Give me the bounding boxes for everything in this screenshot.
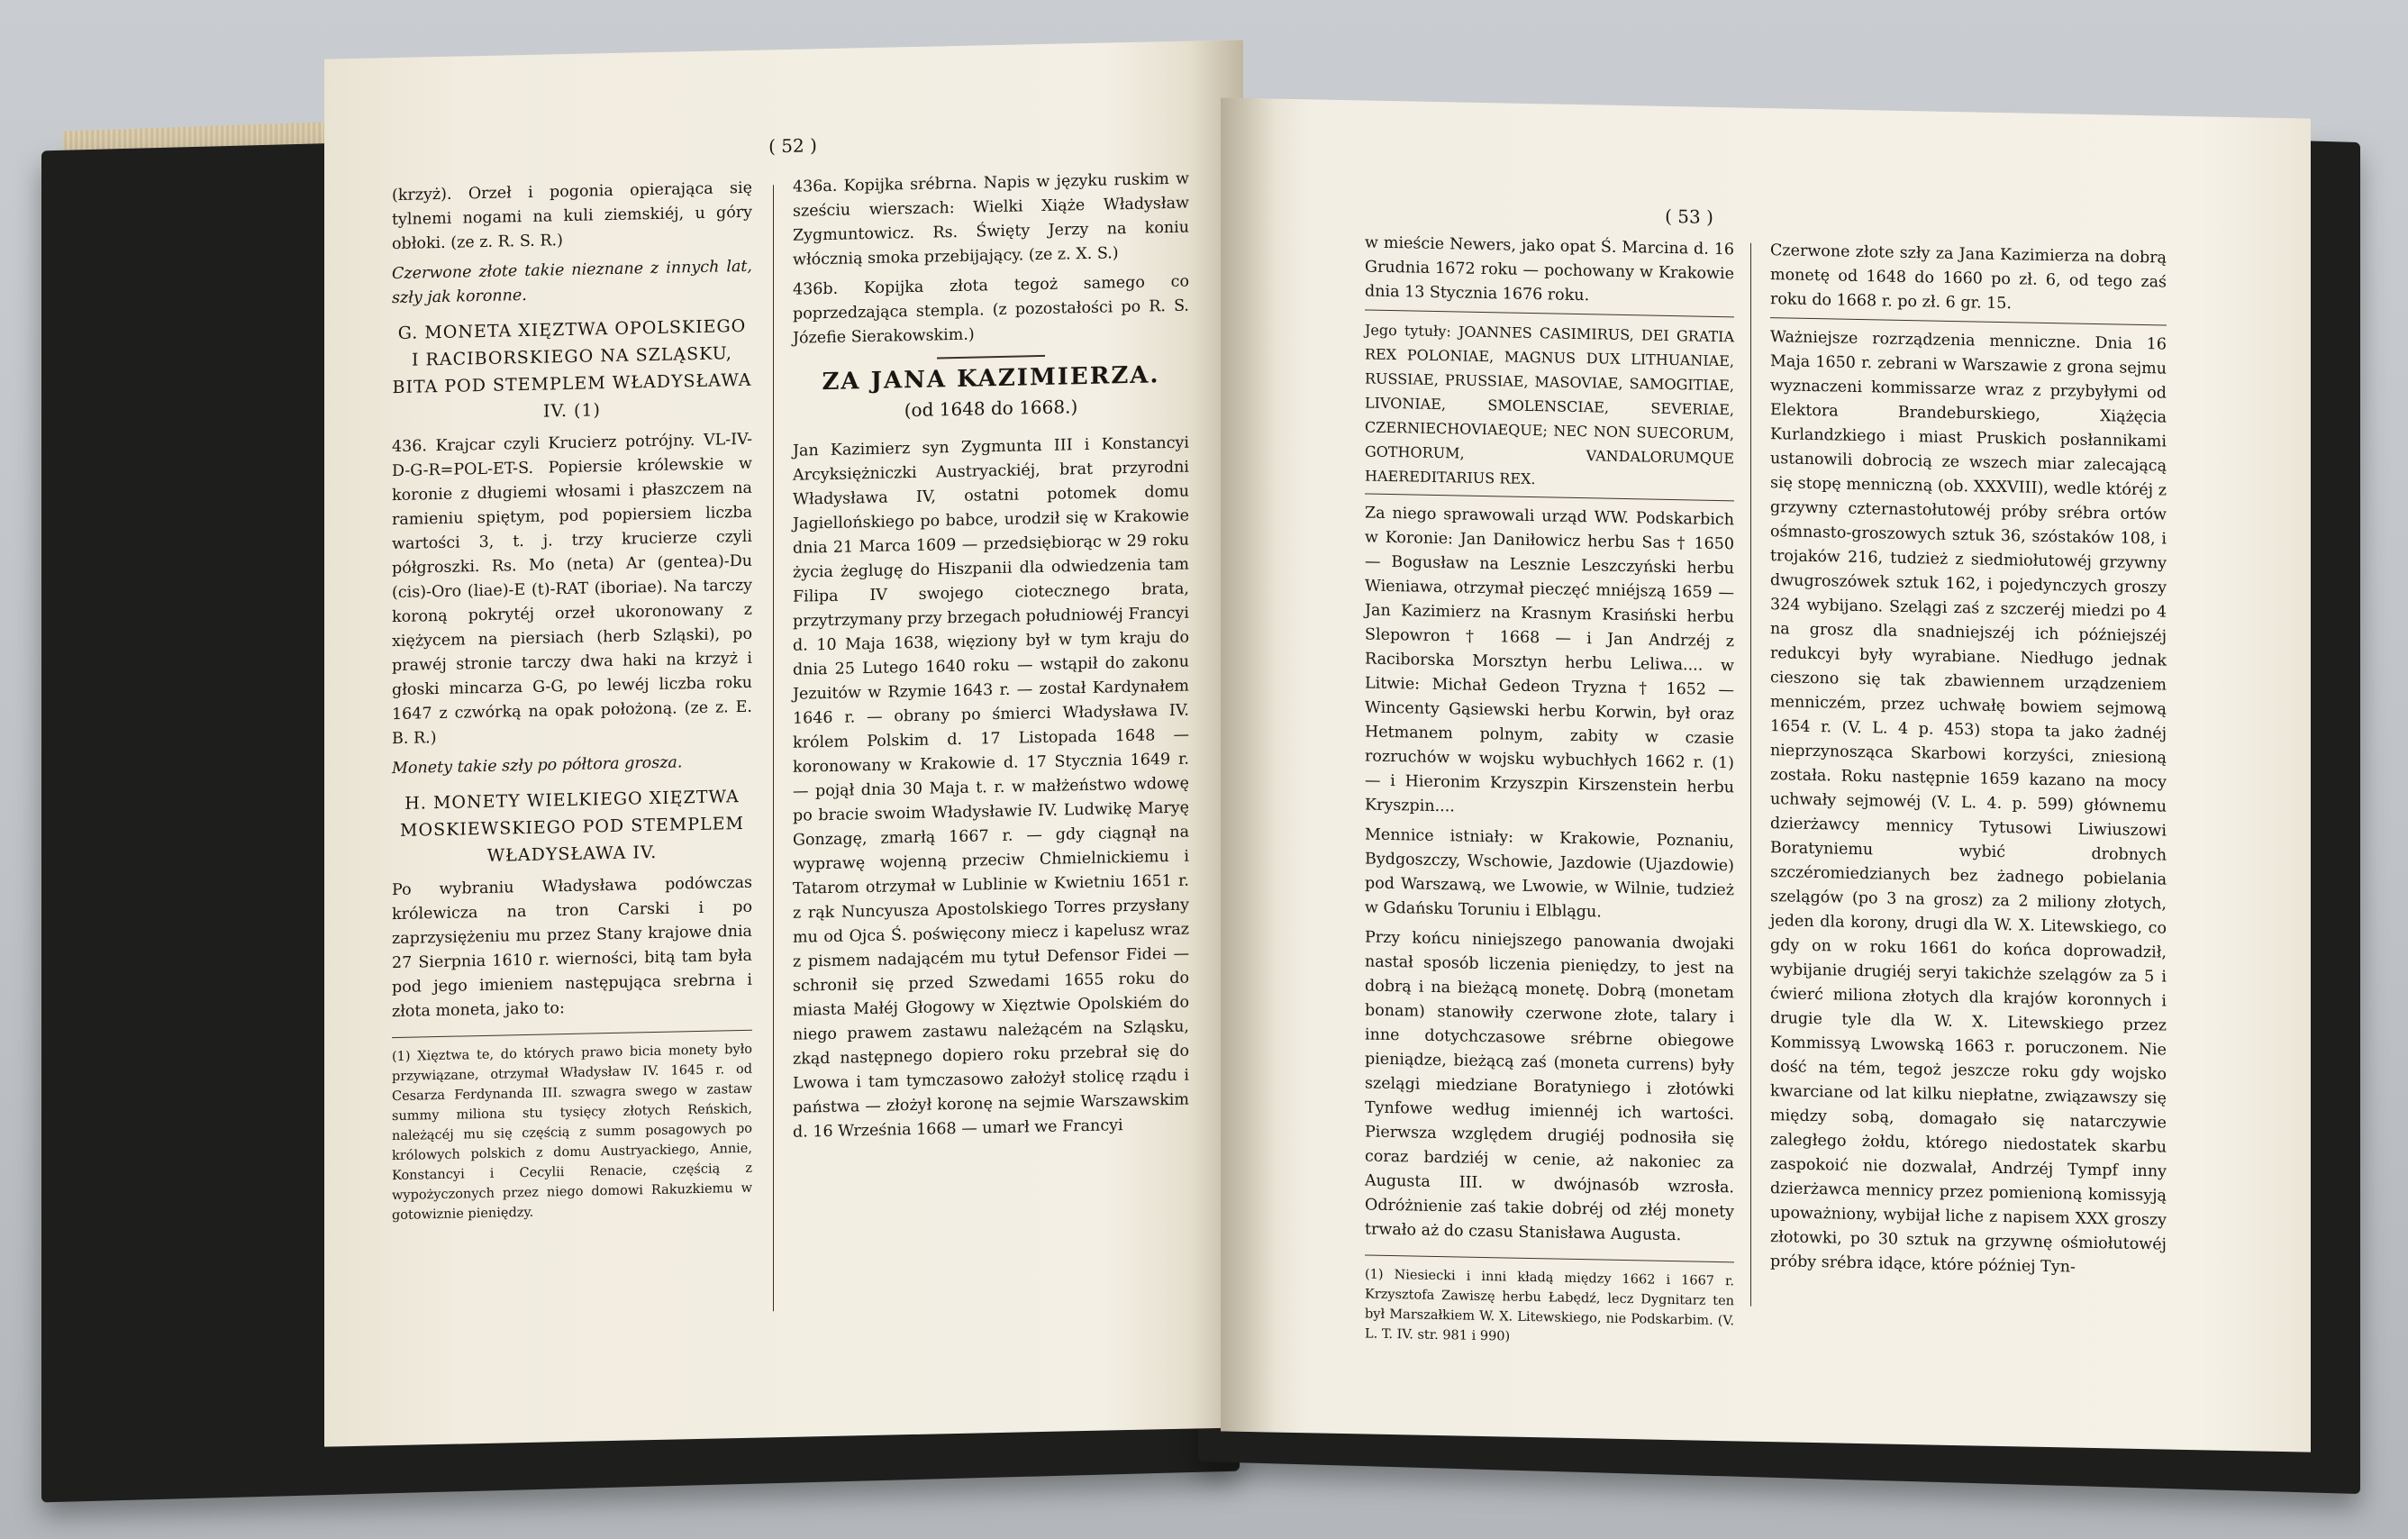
paragraph: (krzyż). Orzeł i pogonia opierająca się tylnemi nogami na kuli ziemskiéj, u góry obłoki. (ze z. R. S. R.): [392, 178, 752, 254]
paragraph: 436a. Kopijka srébrna. Napis w języku ruskim w sześciu wierszach: Wielki Xiąże Władysław Zygmuntowicz. Rs. Święty Jerzy na koniu włócznią smoka przebijający. (ze z. X. S.): [793, 169, 1189, 269]
paragraph: Ważniejsze rozrządzenia menniczne. Dnia 16 Maja 1650 r. zebrani w Warszawie z grona sejmu wyznaczeni kommissarze wraz z przybyłymi od Elektora Brandeburskiego, Xiążęcia Kurlandzkiego i miast Pruskich posłannikami ustanowili dobrocią ze wszech miar zalecającą się stopę menniczną (ob. XXXVIII), wedle któréj z grzywny czternastołutowéj próby srébra ortów ośmnasto-groszowych sztuk 36, szóstaków 108, i trojaków 216, tudzież z siedmiołutowéj grzywny dwugroszówek sztuk 162, i pojedynczych groszy 324 wybijano. Szelągi zaś z szczeréj miedzi po 4 na grosz dla snadniejszéj ich późniejszéj redukcyi były wyrabiane. Niedługo jednak cieszono się tak zbawiennem urządzeniem menniczém, przez uchwałę bowiem sejmową 1654 r. (V. L. 4 p. 453) stopa ta jako żadnéj nieprzynosząca Skarbowi korzyści, zniesioną została. Roku następnie 1659 kazano na mocy uchwały sejmowéj (V. L. 4. p. 599) głównemu dzierżawcy mennicy Tytusowi Liwiuszowi Boratyniemu wybić drobnych szczéromiedzianych bez żadnego pobielania szelągów (po 3 na grosz) za 2 miliony złotych, jeden dla korony, drugi dla W. X. Litewskiego, co gdy on w roku 1661 do końca doprowadził, wybijanie drugiéj seryi takichże szelągów za 5 i ćwierć miliona złotych dla krajów koronnych i drugie tyle dla W. X. Litewskiego przez Kommissyą Lwowską 1663 r. poruczonem. Nie dość na tém, tegoż jeszcze roku gdy wojsko kwarciane od lat kilku niepłatne, związawszy się między sobą, domagało się natarczywie zaległego żołdu, którego niedostatek skarbu zaspokoić nie dozwalał, Andrzéj Tympf inny dzierżawca mennicy przez pomienioną komissyją upoważniony, wybijał liche z napisem XXX groszy złotowki, po 30 sztuk na grzywnę ośmiołutowéj próby srébra idące, które później Tyn-: [1770, 328, 2167, 1277]
spine-shadow: [1221, 97, 1275, 1432]
right-column-1: [1365, 231, 1734, 1356]
paragraph: Mennice istniały: w Krakowie, Poznaniu, Bydgoszczy, Wschowie, Jazdowie (Ujazdowie) pod Warszawą, we Lwowie, w Wilnie, tudzież w Gdańsku Toruniu i Elblągu.: [1365, 825, 1734, 922]
column-rule: [1750, 243, 1751, 1307]
footnote: (1) Xięztwa te, do których prawo bicia monety było przywiązane, otrzymał Władysław IV. 1645 r. od Cesarza Ferdynanda III. szwagra swego w zastaw summy miliona stu tysięcy złotych Reńskich, należącéj mu się częścią z summ posagowych po królowych polskich z domu Austryackiego, Annie, Konstancyi i Cecylii Renacie, częścią z wypożyczonych przez niego domowi Rakuzkiemu w gotowiznie pieniędzy.: [392, 1042, 752, 1224]
footnote-rule: [1365, 1254, 1734, 1262]
paragraph: w mieście Newers, jako opat Ś. Marcina d. 16 Grudnia 1672 roku — pochowany w Krakowie dnia 13 Stycznia 1676 roku.: [1365, 233, 1734, 305]
paragraph: Czerwone złote szły za Jana Kazimierza na dobrą monetę od 1648 do 1660 po zł. 6, od tego zaś roku do 1668 r. po zł. 6 gr. 15.: [1770, 241, 2167, 314]
footnote: (1) Niesiecki i inni kładą między 1662 i 1667 r. Krzysztofa Zawiszę herbu Łabędź, lecz Dygnitarz ten był Marszałkiem W. X. Litewskiego, nie Podskarbim. (V. L. T. IV. str. 981 i 990): [1365, 1267, 1734, 1344]
chapter-dates: (od 1648 do 1668.): [904, 396, 1078, 422]
paragraph: Jego tytuły: JOANNES CASIMIRUS, DEI GRATIA REX POLONIAE, MAGNUS DUX LITHUANIAE, RUSSIAE, PRUSSIAE, MASOVIAE, SAMOGITIAE, LIVONIAE, SMOLENSCIAE, SEVERIAE, CZERNIECHOVIAEQUE; NEC NON SUECORUM, GOTHORUM, VANDALORUMQUE HAEREDITARIUS REX.: [1365, 321, 1734, 488]
paragraph: Czerwone złote takie nieznane z innych lat, szły jak koronne.: [392, 257, 752, 308]
column-rule: [773, 185, 774, 1311]
page-number: ( 53 ): [1665, 205, 1713, 228]
footnote-rule: [392, 1030, 752, 1038]
chapter-title: ZA JANA KAZIMIERZA.: [822, 361, 1160, 396]
paragraph: 436. Krajcar czyli Krucierz potrójny. VL-IV-D-G-R=POL-ET-S. Popiersie królewskie w koronie z długiemi włosami i płaszczem na ramieniu spiętym, pod popiersiem liczba wartości 3, t. j. trzy krucierze czyli półgroszki. Rs. Mo (neta) Ar (gentea)-Du (cis)-Oro (liae)-E (t)-RAT (iboriae). Na tarczy koroną pokrytéj orzeł ukoronowany z xiężycem na piersiach (herb Szląski), po prawéj stronie tarczy dwa haki na krzyż i głoski mincarza G-G, po lewéj liczba roku 1647 z czwórką na opak położoną. (ze z. E. B. R.): [392, 430, 752, 749]
rule: [1770, 317, 2167, 325]
rule: [1365, 309, 1734, 317]
paragraph: 436b. Kopijka złota tegoż samego co poprzedzająca stempla. (z pozostałości po R. S. Józefie Sierakowskim.): [793, 272, 1189, 348]
section-heading: H. MONETY WIELKIEGO XIĘZTWA MOSKIEWSKIEGO POD STEMPLEM WŁADYSŁAWA IV.: [400, 787, 744, 866]
page-number: ( 52 ): [768, 134, 817, 158]
left-column-2: [793, 168, 1189, 1151]
left-column-1: [392, 177, 752, 1231]
section-heading: G. MONETA XIĘZTWA OPOLSKIEGO I RACIBORSKIEGO NA SZLĄSKU, BITA POD STEMPLEM WŁADYSŁAWA IV. (1): [392, 315, 752, 422]
right-column-2: [1770, 239, 2167, 1287]
paragraph: Monety takie szły po półtora grosza.: [392, 753, 683, 779]
divider: [937, 355, 1045, 360]
paragraph: Jan Kazimierz syn Zygmunta III i Konstancyi Arcyksiężniczki Austryackiéj, brat przyrodni Władysława IV, ostatni potomek domu Jagiellońskiego po babce, urodził się w Krakowie dnia 21 Marca 1609 — przedsiębiorąc w 29 roku życia żeglugę do Hiszpanii dla odwiedzenia tam Filipa IV swojego ciotecznego brata, przytrzymany przy brzegach południowéj Francyi d. 10 Maja 1638, więziony był w tym kraju do dnia 25 Lutego 1640 roku — wstąpił do zakonu Jezuitów w Rzymie 1643 r. — został Kardynałem 1646 r. — obrany po śmierci Władysława IV. królem Polskim d. 17 Listopada 1648 — koronowany w Krakowie d. 17 Stycznia 1649 r. — pojął dnia 30 Maja t. r. w małżeństwo wdowę po bracie swoim Władysławie IV. Ludwikę Maryę Gonzagę, zmarłą 1667 r. — gdy ciągnął na wyprawę wojenną przeciw Chmielnickiemu i Tatarom otrzymał w Lublinie w Kwietniu 1651 r. z rąk Nuncyusza Apostolskiego Torres przysłany mu od Ojca Ś. poświęcony miecz i kapelusz wraz z pismem nadającém mu tytuł Defensor Fidei — schronił się przed Szwedami 1655 roku do miasta Małéj Głogowy w Xięztwie Opolskiém do niego prawem zastawu należącém na Szląsku, zkąd następnego dopiero roku przebrał się do Lwowa i tam tymczasowo założył stolicę rządu i państwa — złożył koronę na sejmie Warszawskim d. 16 Września 1668 — umarł we Francyi: [793, 433, 1189, 1142]
right-page: [1221, 97, 2311, 1452]
paragraph: Po wybraniu Władysława podówczas królewicza na tron Carski i po zaprzysiężeniu mu przez Stany krajowe dnia 27 Sierpnia 1610 r. wierności, bitą tam była pod jego imieniem następująca srebrna i złota moneta, jako to:: [392, 873, 752, 1022]
rule: [1365, 493, 1734, 501]
paragraph: Za niego sprawowali urząd WW. Podskarbich w Koronie: Jan Daniłowicz herbu Sas † 1650 — Bogusław na Lesznie Leszczyński herbu Wieniawa, otrzymał pieczęć mniéjszą 1659 — Jan Kazimierz na Krasnym Krasiński herbu Slepowron † 1668 — i Jan Andrzéj z Raciborska Morsztyn herbu Leliwa.... w Litwie: Michał Gedeon Tryzna † 1652 — Wincenty Gąsiewski herbu Korwin, był oraz Hetmanem polnym, zabity w czasie rozruchów w wojsku wybuchłych 1662 r. (1) — i Hieronim Krzyszpin Kirszenstein herbu Kryszpin....: [1365, 504, 1734, 816]
left-page: [324, 40, 1243, 1446]
paragraph: Przy końcu niniejszego panowania dwojaki nastał sposób liczenia pieniędzy, to jest na dobrą i na bieżącą monetę. Dobrą (monetam bonam) stanowiły czerwone złote, talary i inne dotychczasowe srébrne obiegowe pieniądze, bieżącą zaś (moneta currens) były szelągi miedziane Boratyniego i złotówki Tynfowe według imiennéj ich wartości. Pierwsza względem drugiéj podnosiła się coraz bardziéj w cenie, aż nakoniec za Augusta III. w dwójnasób wzrosła. Odróżnienie zaś takie dobréj od złéj monety trwało aż do czasu Stanisława Augusta.: [1365, 928, 1734, 1245]
